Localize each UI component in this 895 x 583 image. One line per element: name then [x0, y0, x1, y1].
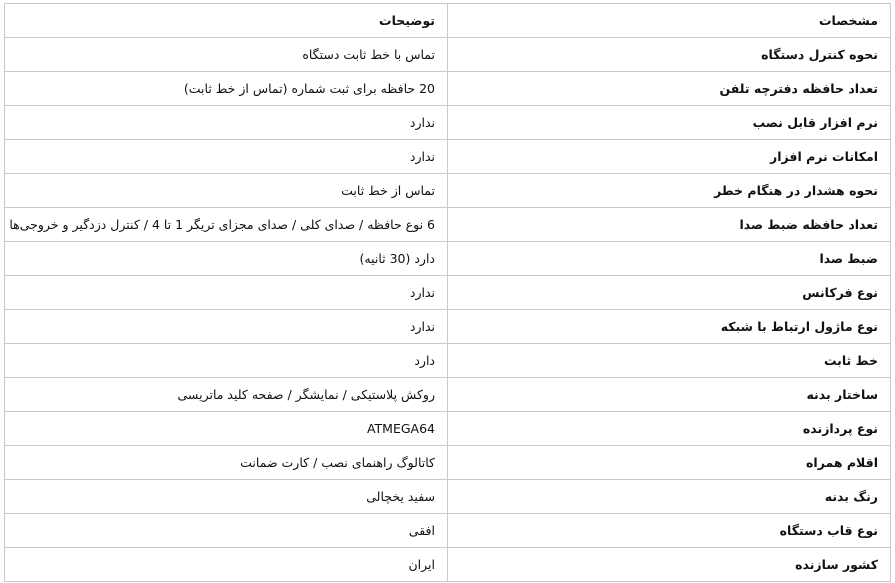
spec-value: روکش پلاستیکی / نمایشگر / صفحه کلید ماتریسی: [5, 378, 448, 412]
table-row: [5, 412, 891, 446]
spec-value: ATMEGA64: [5, 412, 448, 446]
spec-value: کاتالوگ راهنمای نصب / کارت ضمانت: [5, 446, 448, 480]
spec-value: تماس از خط ثابت: [5, 174, 448, 208]
spec-key: نرم افزار قابل نصب: [448, 106, 891, 140]
spec-key: خط ثابت: [448, 344, 891, 378]
spec-value: 6 نوع حافظه / صدای کلی / صدای مجزای تریگر 1 تا 4 / کنترل دزدگیر و خروجی‌ها: [5, 208, 448, 242]
specifications-table: [4, 3, 891, 582]
spec-key: امکانات نرم افزار: [448, 140, 891, 174]
table-row: [5, 548, 891, 582]
table-row: [5, 276, 891, 310]
table-row: [5, 310, 891, 344]
spec-key: نحوه کنترل دستگاه: [448, 38, 891, 72]
table-row: [5, 174, 891, 208]
spec-key: نوع قاب دستگاه: [448, 514, 891, 548]
header-specs: مشخصات: [448, 4, 891, 38]
spec-key: نوع پردازنده: [448, 412, 891, 446]
table-row: [5, 140, 891, 174]
spec-value: ایران: [5, 548, 448, 582]
spec-key: اقلام همراه: [448, 446, 891, 480]
spec-value: 20 حافظه برای ثبت شماره (تماس از خط ثابت): [5, 72, 448, 106]
spec-value: ندارد: [5, 140, 448, 174]
spec-key: تعداد حافظه ضبط صدا: [448, 208, 891, 242]
table-row: [5, 446, 891, 480]
spec-value: ندارد: [5, 310, 448, 344]
spec-key: نحوه هشدار در هنگام خطر: [448, 174, 891, 208]
table-row: [5, 208, 891, 242]
spec-key: ضبط صدا: [448, 242, 891, 276]
spec-value: افقی: [5, 514, 448, 548]
spec-key: کشور سازنده: [448, 548, 891, 582]
spec-value: ندارد: [5, 106, 448, 140]
table-row: [5, 38, 891, 72]
table-row: [5, 514, 891, 548]
table-header-row: [5, 4, 891, 38]
spec-key: رنگ بدنه: [448, 480, 891, 514]
table-row: [5, 242, 891, 276]
spec-value: دارد: [5, 344, 448, 378]
spec-value: ندارد: [5, 276, 448, 310]
table-row: [5, 344, 891, 378]
table-row: [5, 106, 891, 140]
table-row: [5, 378, 891, 412]
spec-key: نوع ماژول ارتباط با شبکه: [448, 310, 891, 344]
spec-value: سفید یخچالی: [5, 480, 448, 514]
spec-key: ساختار بدنه: [448, 378, 891, 412]
spec-value: تماس با خط ثابت دستگاه: [5, 38, 448, 72]
header-description: توضیحات: [5, 4, 448, 38]
spec-value: دارد (30 ثانیه): [5, 242, 448, 276]
spec-key: تعداد حافظه دفترچه تلفن: [448, 72, 891, 106]
table-row: [5, 72, 891, 106]
spec-key: نوع فرکانس: [448, 276, 891, 310]
table-row: [5, 480, 891, 514]
